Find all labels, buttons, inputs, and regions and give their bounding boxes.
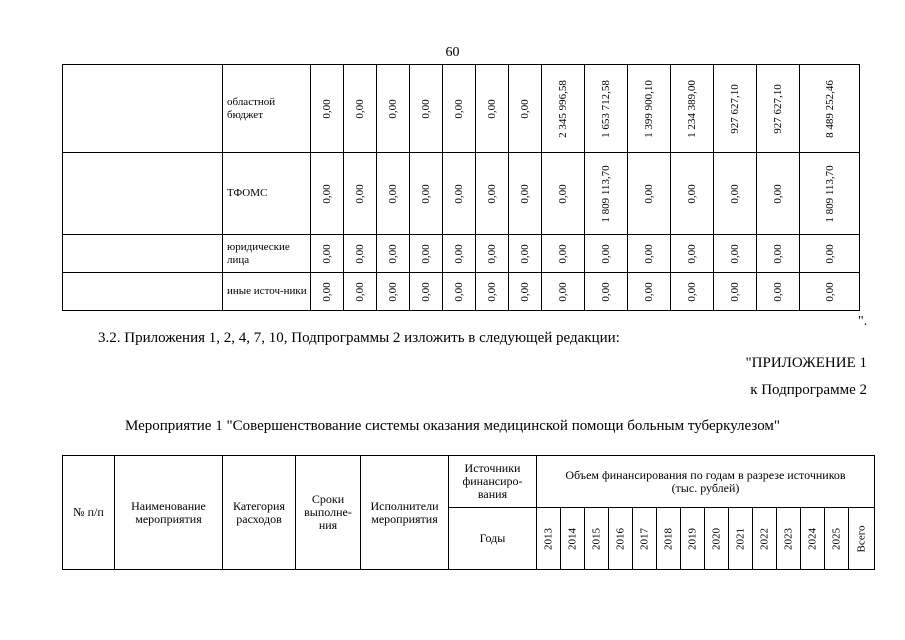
header-years-label: Годы [449, 508, 537, 570]
funding-row [63, 273, 860, 311]
year-header [777, 508, 801, 570]
value-cell [628, 273, 671, 311]
value-cell [344, 235, 377, 273]
value-cell [377, 235, 410, 273]
year-header [705, 508, 729, 570]
value-cell [410, 65, 443, 153]
value-text: 0,00 [354, 183, 366, 204]
value-cell [377, 65, 410, 153]
value-text: 0,00 [600, 281, 612, 302]
value-text: 0,00 [519, 183, 531, 204]
value-text: 8 489 252,46 [823, 79, 836, 138]
value-cell [714, 235, 757, 273]
value-text: 0,00 [453, 98, 465, 119]
value-text: 0,00 [486, 243, 498, 264]
value-text: 0,00 [420, 281, 432, 302]
value-cell [344, 65, 377, 153]
source-label: ТФОМС [223, 153, 311, 235]
appendix-title: "ПРИЛОЖЕНИЕ 1 [745, 355, 867, 371]
year-text: 2021 [734, 527, 746, 550]
value-text: 0,00 [519, 98, 531, 119]
value-text: 1 399 900,10 [643, 79, 655, 138]
value-cell [714, 153, 757, 235]
value-cell [509, 273, 542, 311]
year-header [729, 508, 753, 570]
value-cell [443, 65, 476, 153]
value-cell [377, 273, 410, 311]
value-text: 0,00 [519, 281, 531, 302]
value-text: 0,00 [453, 243, 465, 264]
value-cell [714, 65, 757, 153]
value-cell [509, 65, 542, 153]
value-text: 1 809 113,70 [823, 164, 836, 223]
value-text: 0,00 [321, 243, 333, 264]
value-cell [344, 273, 377, 311]
value-cell [443, 235, 476, 273]
amendment-paragraph: 3.2. Приложения 1, 2, 4, 7, 10, Подпрограммы 2 изложить в следующей редакции: [98, 330, 620, 346]
value-text: 927 627,10 [772, 83, 784, 134]
value-text: 0,00 [729, 183, 741, 204]
funding-row [63, 235, 860, 273]
value-cell [757, 235, 800, 273]
value-cell [344, 153, 377, 235]
value-cell [476, 65, 509, 153]
value-text: 0,00 [686, 183, 698, 204]
value-text: 0,00 [643, 243, 655, 264]
value-cell [628, 153, 671, 235]
closing-quote: ". [858, 314, 868, 329]
value-text: 0,00 [823, 243, 836, 264]
value-text: 1 653 712,58 [600, 79, 612, 138]
year-header [537, 508, 561, 570]
year-header [825, 508, 849, 570]
value-text: 0,00 [643, 281, 655, 302]
year-header [633, 508, 657, 570]
value-text: 0,00 [354, 243, 366, 264]
value-text: 0,00 [420, 183, 432, 204]
value-text: 0,00 [772, 281, 784, 302]
value-text: 0,00 [686, 243, 698, 264]
value-cell [671, 235, 714, 273]
value-text: 2 345 996,58 [557, 79, 569, 138]
value-cell [585, 273, 628, 311]
source-label: иные источ-ники [223, 273, 311, 311]
year-text: 2025 [830, 527, 842, 550]
year-header [609, 508, 633, 570]
year-text: Всего [855, 525, 867, 552]
appendix-subtitle: к Подпрограмме 2 [750, 382, 867, 398]
value-text: 0,00 [486, 183, 498, 204]
value-text: 1 234 389,00 [686, 79, 698, 138]
year-text: 2014 [566, 527, 578, 550]
value-text: 0,00 [387, 98, 399, 119]
year-header [849, 508, 875, 570]
value-cell [410, 273, 443, 311]
value-text: 0,00 [321, 281, 333, 302]
value-text: 0,00 [387, 183, 399, 204]
value-text: 0,00 [387, 243, 399, 264]
value-text: 0,00 [453, 281, 465, 302]
value-cell [443, 153, 476, 235]
year-text: 2016 [614, 527, 626, 550]
header-terms: Сроки выполне-ния [296, 456, 361, 570]
header-table [62, 455, 875, 570]
value-text: 0,00 [557, 243, 569, 264]
blank-cell [63, 153, 223, 235]
value-cell [628, 65, 671, 153]
value-cell [671, 65, 714, 153]
value-cell [476, 235, 509, 273]
value-text: 0,00 [643, 183, 655, 204]
value-cell [757, 273, 800, 311]
value-text: 0,00 [519, 243, 531, 264]
value-text: 0,00 [420, 243, 432, 264]
value-cell [311, 153, 344, 235]
value-cell [585, 235, 628, 273]
value-text: 0,00 [354, 281, 366, 302]
value-text: 0,00 [772, 183, 784, 204]
value-cell [410, 235, 443, 273]
funding-row [63, 153, 860, 235]
header-category: Категория расходов [223, 456, 296, 570]
header-name: Наименование мероприятия [115, 456, 223, 570]
value-cell [628, 235, 671, 273]
year-text: 2018 [662, 527, 674, 550]
header-volume: Объем финансирования по годам в разрезе источников (тыс. рублей) [537, 456, 875, 508]
value-text: 0,00 [354, 98, 366, 119]
value-cell [542, 273, 585, 311]
value-cell [311, 273, 344, 311]
value-cell [410, 153, 443, 235]
year-text: 2017 [638, 527, 650, 550]
value-cell [542, 235, 585, 273]
value-cell [671, 273, 714, 311]
value-text: 0,00 [600, 243, 612, 264]
year-text: 2013 [542, 527, 554, 550]
value-text: 0,00 [729, 243, 741, 264]
year-text: 2023 [782, 527, 794, 550]
value-cell [377, 153, 410, 235]
value-cell [757, 65, 800, 153]
value-cell [714, 273, 757, 311]
value-cell [509, 153, 542, 235]
value-cell [542, 65, 585, 153]
value-text: 927 627,10 [729, 83, 741, 134]
value-text: 1 809 113,70 [600, 164, 612, 223]
value-cell [800, 65, 860, 153]
value-text: 0,00 [453, 183, 465, 204]
value-text: 0,00 [387, 281, 399, 302]
value-text: 0,00 [772, 243, 784, 264]
value-cell [311, 235, 344, 273]
value-cell [509, 235, 542, 273]
blank-cell [63, 273, 223, 311]
header-sources: Источники финансиро-вания [449, 456, 537, 508]
value-cell [800, 273, 860, 311]
year-header [585, 508, 609, 570]
blank-cell [63, 235, 223, 273]
year-text: 2022 [758, 527, 770, 550]
value-cell [800, 153, 860, 235]
source-label: юридические лица [223, 235, 311, 273]
header-executors: Исполнители мероприятия [361, 456, 449, 570]
year-header [657, 508, 681, 570]
event-title: Мероприятие 1 "Совершенствование системы оказания медицинской помощи больным туберкулезом" [124, 418, 781, 434]
value-cell [585, 153, 628, 235]
year-header [561, 508, 585, 570]
year-text: 2020 [710, 527, 722, 550]
value-text: 0,00 [321, 98, 333, 119]
funding-row [63, 65, 860, 153]
value-cell [476, 153, 509, 235]
value-cell [671, 153, 714, 235]
value-cell [757, 153, 800, 235]
value-cell [476, 273, 509, 311]
value-text: 0,00 [486, 281, 498, 302]
header-num: № п/п [63, 456, 115, 570]
funding-table [62, 64, 860, 311]
value-text: 0,00 [557, 281, 569, 302]
year-header [681, 508, 705, 570]
value-text: 0,00 [823, 281, 836, 302]
value-cell [542, 153, 585, 235]
page-number: 60 [445, 45, 460, 60]
source-label: областной бюджет [223, 65, 311, 153]
value-text: 0,00 [420, 98, 432, 119]
year-text: 2015 [590, 527, 602, 550]
value-text: 0,00 [729, 281, 741, 302]
value-text: 0,00 [321, 183, 333, 204]
value-cell [800, 235, 860, 273]
blank-cell [63, 65, 223, 153]
year-header [753, 508, 777, 570]
value-cell [311, 65, 344, 153]
year-text: 2019 [686, 527, 698, 550]
value-cell [585, 65, 628, 153]
value-text: 0,00 [557, 183, 569, 204]
value-text: 0,00 [686, 281, 698, 302]
year-header [801, 508, 825, 570]
year-text: 2024 [806, 527, 818, 550]
value-cell [443, 273, 476, 311]
value-text: 0,00 [486, 98, 498, 119]
